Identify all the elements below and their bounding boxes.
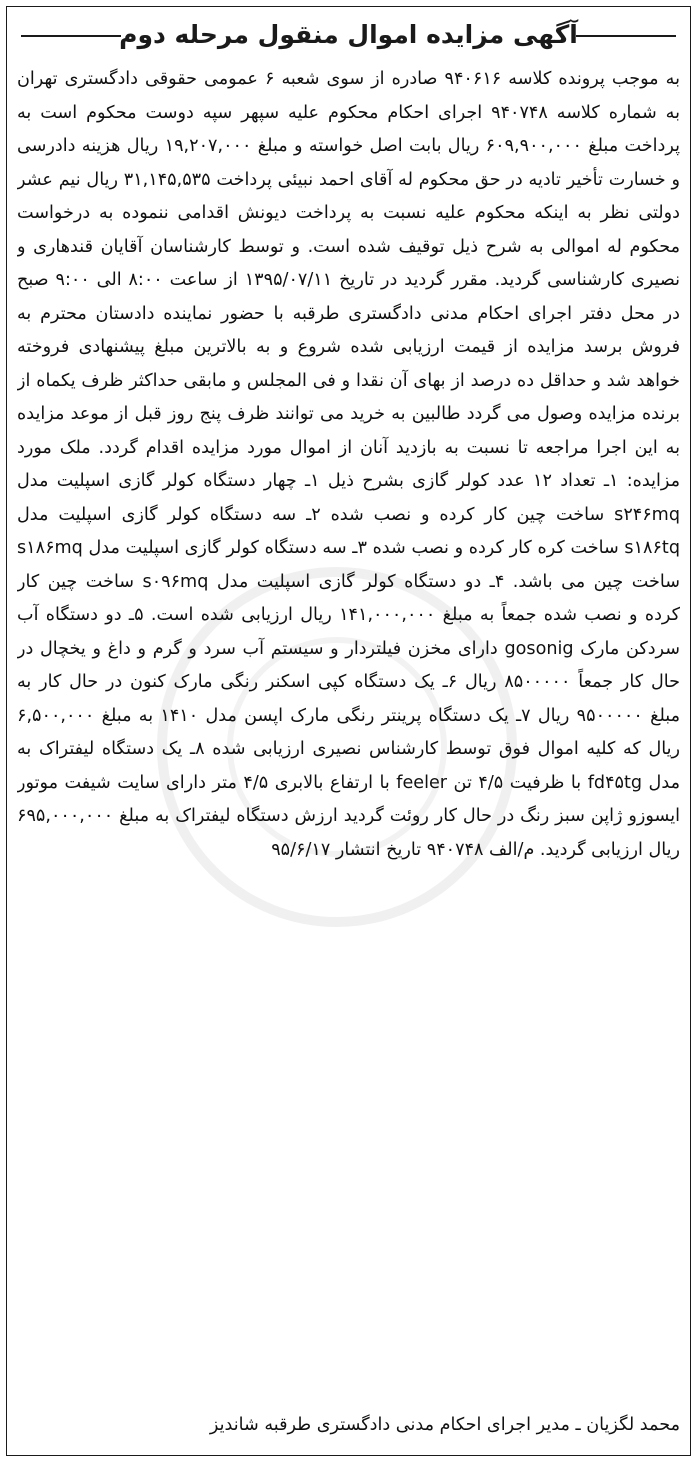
title-row [7, 15, 690, 55]
notice-title: آگهی مزایده اموال منقول مرحله دوم [119, 20, 578, 49]
notice-body [17, 63, 680, 1397]
auction-notice [6, 6, 691, 1456]
notice-body-text: به موجب پرونده کلاسه ۹۴۰۶۱۶ صادره از سوی شعبه ۶ عمومی حقوقی دادگستری تهران به شماره کلاسه ۹۴۰۷۴۸ اجرای احکام محکوم علیه سپهر سپه دوست محکوم است به پرداخت مبلغ ۶۰۹,۹۰۰,۰۰۰ ریال بابت اصل خواسته و مبلغ ۱۹,۲۰۷,۰۰۰ ریال هزینه دادرسی و خسارت تأخیر تادیه در حق محکوم له آقای احمد نبیئی پرداخت ۳۱,۱۴۵,۵۳۵ ریال نیم عشر دولتی نظر به اینکه محکوم علیه نسبت به پرداخت دیونش اقدامی ننموده به درخواست محکوم له اموالی به شرح ذیل توقیف شده است. و توسط کارشناسان آقایان قندهاری و نصیری کارشناسی گردید. مقرر گردید در تاریخ ۱۳۹۵/۰۷/۱۱ از ساعت ۸:۰۰ الی ۹:۰۰ صبح در محل دفتر اجرای احکام مدنی دادگستری طرقبه با حضور نماینده دادستان محترم به فروش برسد مزایده از قیمت ارزیابی شده شروع و به بالاترین مبلغ پیشنهادی فروخته خواهد شد و حداقل ده درصد از بهای آن نقدا و فی المجلس و مابقی حداکثر ظرف یکماه از برنده مزایده وصول می گردد طالبین به خرید می توانند ظرف پنج روز قبل از موعد مزایده به این اجرا مراجعه تا نسبت به بازدید آنان از اموال مورد مزایده اقدام گردد. ملک مورد مزایده: ۱ـ تعداد ۱۲ عدد کولر گازی بشرح ذیل ۱ـ چهار دستگاه کولر گازی اسپلیت مدل s۲۴۶mq ساخت چین کار کرده و نصب شده ۲ـ سه دستگاه کولر گازی اسپلیت مدل s۱۸۶tq ساخت کره کار کرده و نصب شده ۳ـ سه دستگاه کولر گازی اسپلیت مدل s۱۸۶mq ساخت چین می باشد. ۴ـ دو دستگاه کولر گازی اسپلیت مدل s۰۹۶mq ساخت چین کار کرده و نصب شده جمعاً به مبلغ ۱۴۱,۰۰۰,۰۰۰ ریال ارزیابی شده است. ۵ـ دو دستگاه آب سردکن مارک gosonig دارای مخزن فیلتردار و سیستم آب سرد و گرم و داغ و یخچال در حال کار جمعاً ۸۵۰۰۰۰۰ ریال ۶ـ یک دستگاه کپی اسکنر رنگی مارک کنون در حال کار به مبلغ ۹۵۰۰۰۰۰ ریال ۷ـ یک دستگاه پرینتر رنگی مارک اپسن مدل ۱۴۱۰ به مبلغ ۶,۵۰۰,۰۰۰ ریال که کلیه اموال فوق توسط کارشناس نصیری ارزیابی شده ۸ـ یک دستگاه لیفتراک به مدل fd۴۵tg با ظرفیت ۴/۵ تن feeler با ارتفاع بالابری ۴/۵ متر دارای سایت شیفت موتور ایسوزو ژاپن سبز رنگ در حال کار روئت گردید ارزش دستگاه لیفتراک به مبلغ ۶۹۵,۰۰۰,۰۰۰ ریال ارزیابی گردید. م/الف ۹۴۰۷۴۸ تاریخ انتشار ۹۵/۶/۱۷ [17, 69, 680, 860]
notice-signature: محمد لگزیان ـ مدیر اجرای احکام مدنی دادگستری طرقبه شاندیز [209, 1415, 680, 1435]
